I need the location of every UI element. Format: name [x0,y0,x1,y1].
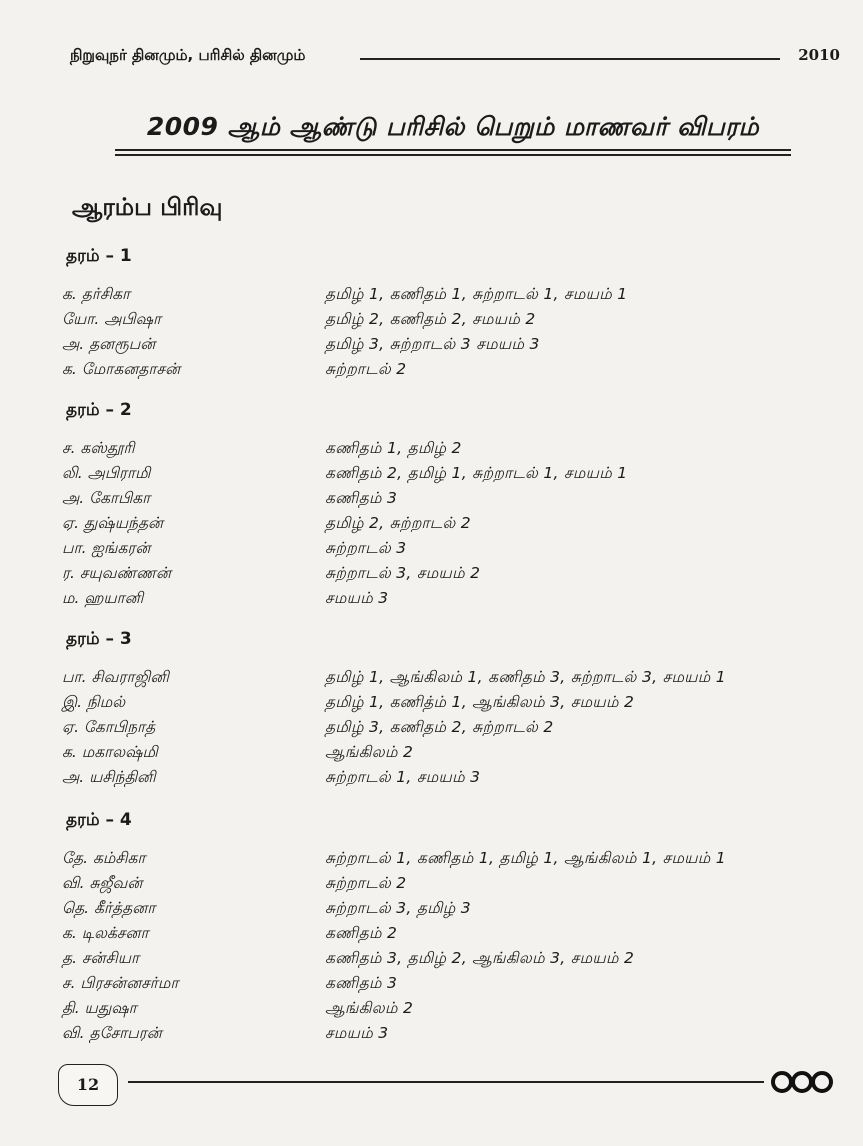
three-rings-ornament-icon [770,1068,834,1096]
grade-heading: தரம் – 2 [66,400,132,420]
title-underline-top [115,149,791,151]
student-row [62,489,842,513]
student-name: க. தர்சிகா [62,285,131,303]
student-awards: கணிதம் 3 [325,974,398,992]
grade-heading: தரம் – 1 [66,246,132,266]
student-awards: சுற்றாடல் 1, சமயம் 3 [325,768,481,786]
student-name: த. சன்சியா [62,949,140,967]
student-name: வி. சுஜீவன் [62,874,143,892]
student-name: யோ. அபிஷா [62,310,162,328]
student-row [62,849,842,873]
student-awards: சுற்றாடல் 2 [325,360,407,378]
student-awards: சுற்றாடல் 3 [325,539,407,557]
student-row [62,1024,842,1048]
student-row [62,285,842,309]
student-row [62,874,842,898]
student-row [62,899,842,923]
student-name: வி. தசோபரன் [62,1024,162,1042]
student-row [62,974,842,998]
student-awards: சுற்றாடல் 1, கணிதம் 1, தமிழ் 1, ஆங்கிலம் 1, சமயம் 1 [325,849,726,867]
student-row [62,924,842,948]
title-underline-bottom [115,154,791,156]
student-row [62,360,842,384]
header-year: 2010 [798,46,840,64]
header-rule [360,58,780,60]
student-awards: ஆங்கிலம் 2 [325,743,414,761]
student-row [62,464,842,488]
student-name: லி. அபிராமி [62,464,151,482]
student-awards: தமிழ் 2, கணிதம் 2, சமயம் 2 [325,310,536,328]
student-row [62,589,842,613]
student-row [62,310,842,334]
student-name: அ. தனரூபன் [62,335,156,353]
student-name: பா. சிவராஜினி [62,668,169,686]
student-name: ச. கஸ்தூரி [62,439,135,457]
student-awards: சமயம் 3 [325,1024,389,1042]
student-awards: சுற்றாடல் 3, தமிழ் 3 [325,899,471,917]
student-name: க. டிலக்சனா [62,924,149,942]
student-row [62,539,842,563]
student-name: ச. பிரசன்னசர்மா [62,974,179,992]
page-number-badge [58,1064,118,1106]
student-name: தெ. கீர்த்தனா [62,899,156,917]
student-awards: தமிழ் 3, சுற்றாடல் 3 சமயம் 3 [325,335,540,353]
student-name: தி. யதுஷா [62,999,137,1017]
student-row [62,999,842,1023]
footer-rule [128,1081,764,1083]
student-row [62,335,842,359]
student-row [62,564,842,588]
student-awards: தமிழ் 2, சுற்றாடல் 2 [325,514,471,532]
student-awards: சுற்றாடல் 2 [325,874,407,892]
student-row [62,718,842,742]
student-name: ம. ஹயானி [62,589,144,607]
student-name: க. மோகனதாசன் [62,360,181,378]
student-name: ர. சயுவண்ணன் [62,564,172,582]
grade-heading: தரம் – 3 [66,629,132,649]
main-title: 2009 ஆம் ஆண்டு பரிசில் பெறும் மாணவர் விபரம் [146,112,760,141]
student-row [62,668,842,692]
student-awards: தமிழ் 1, ஆங்கிலம் 1, கணிதம் 3, சுற்றாடல் 3, சமயம் 1 [325,668,726,686]
student-name: தே. கம்சிகா [62,849,146,867]
student-name: அ. யசிந்தினி [62,768,156,786]
student-awards: தமிழ் 1, கணிதம் 1, சுற்றாடல் 1, சமயம் 1 [325,285,628,303]
header-title: நிறுவுநர் தினமும், பரிசில் தினமும் [70,46,306,64]
student-name: ஏ. துஷ்யந்தன் [62,514,164,532]
student-awards: கணிதம் 1, தமிழ் 2 [325,439,462,457]
student-awards: சமயம் 3 [325,589,389,607]
student-row [62,514,842,538]
student-row [62,439,842,463]
student-row [62,949,842,973]
student-awards: கணிதம் 3 [325,489,398,507]
student-awards: சுற்றாடல் 3, சமயம் 2 [325,564,481,582]
student-awards: கணிதம் 3, தமிழ் 2, ஆங்கிலம் 3, சமயம் 2 [325,949,635,967]
student-awards: தமிழ் 3, கணிதம் 2, சுற்றாடல் 2 [325,718,554,736]
page-number: 12 [76,1075,100,1094]
student-awards: கணிதம் 2 [325,924,398,942]
student-name: இ. நிமல் [62,693,126,711]
student-row [62,693,842,717]
student-row [62,743,842,767]
grade-heading: தரம் – 4 [66,810,132,830]
student-name: பா. ஐங்கரன் [62,539,151,557]
section-title: ஆரம்ப பிரிவு [72,193,223,221]
student-awards: கணிதம் 2, தமிழ் 1, சுற்றாடல் 1, சமயம் 1 [325,464,628,482]
student-awards: ஆங்கிலம் 2 [325,999,414,1017]
page-header [70,46,840,70]
student-awards: தமிழ் 1, கணித்ம் 1, ஆங்கிலம் 3, சமயம் 2 [325,693,635,711]
student-name: க. மகாலஷ்மி [62,743,158,761]
student-row [62,768,842,792]
student-name: அ. கோபிகா [62,489,151,507]
student-name: ஏ. கோபிநாத் [62,718,156,736]
